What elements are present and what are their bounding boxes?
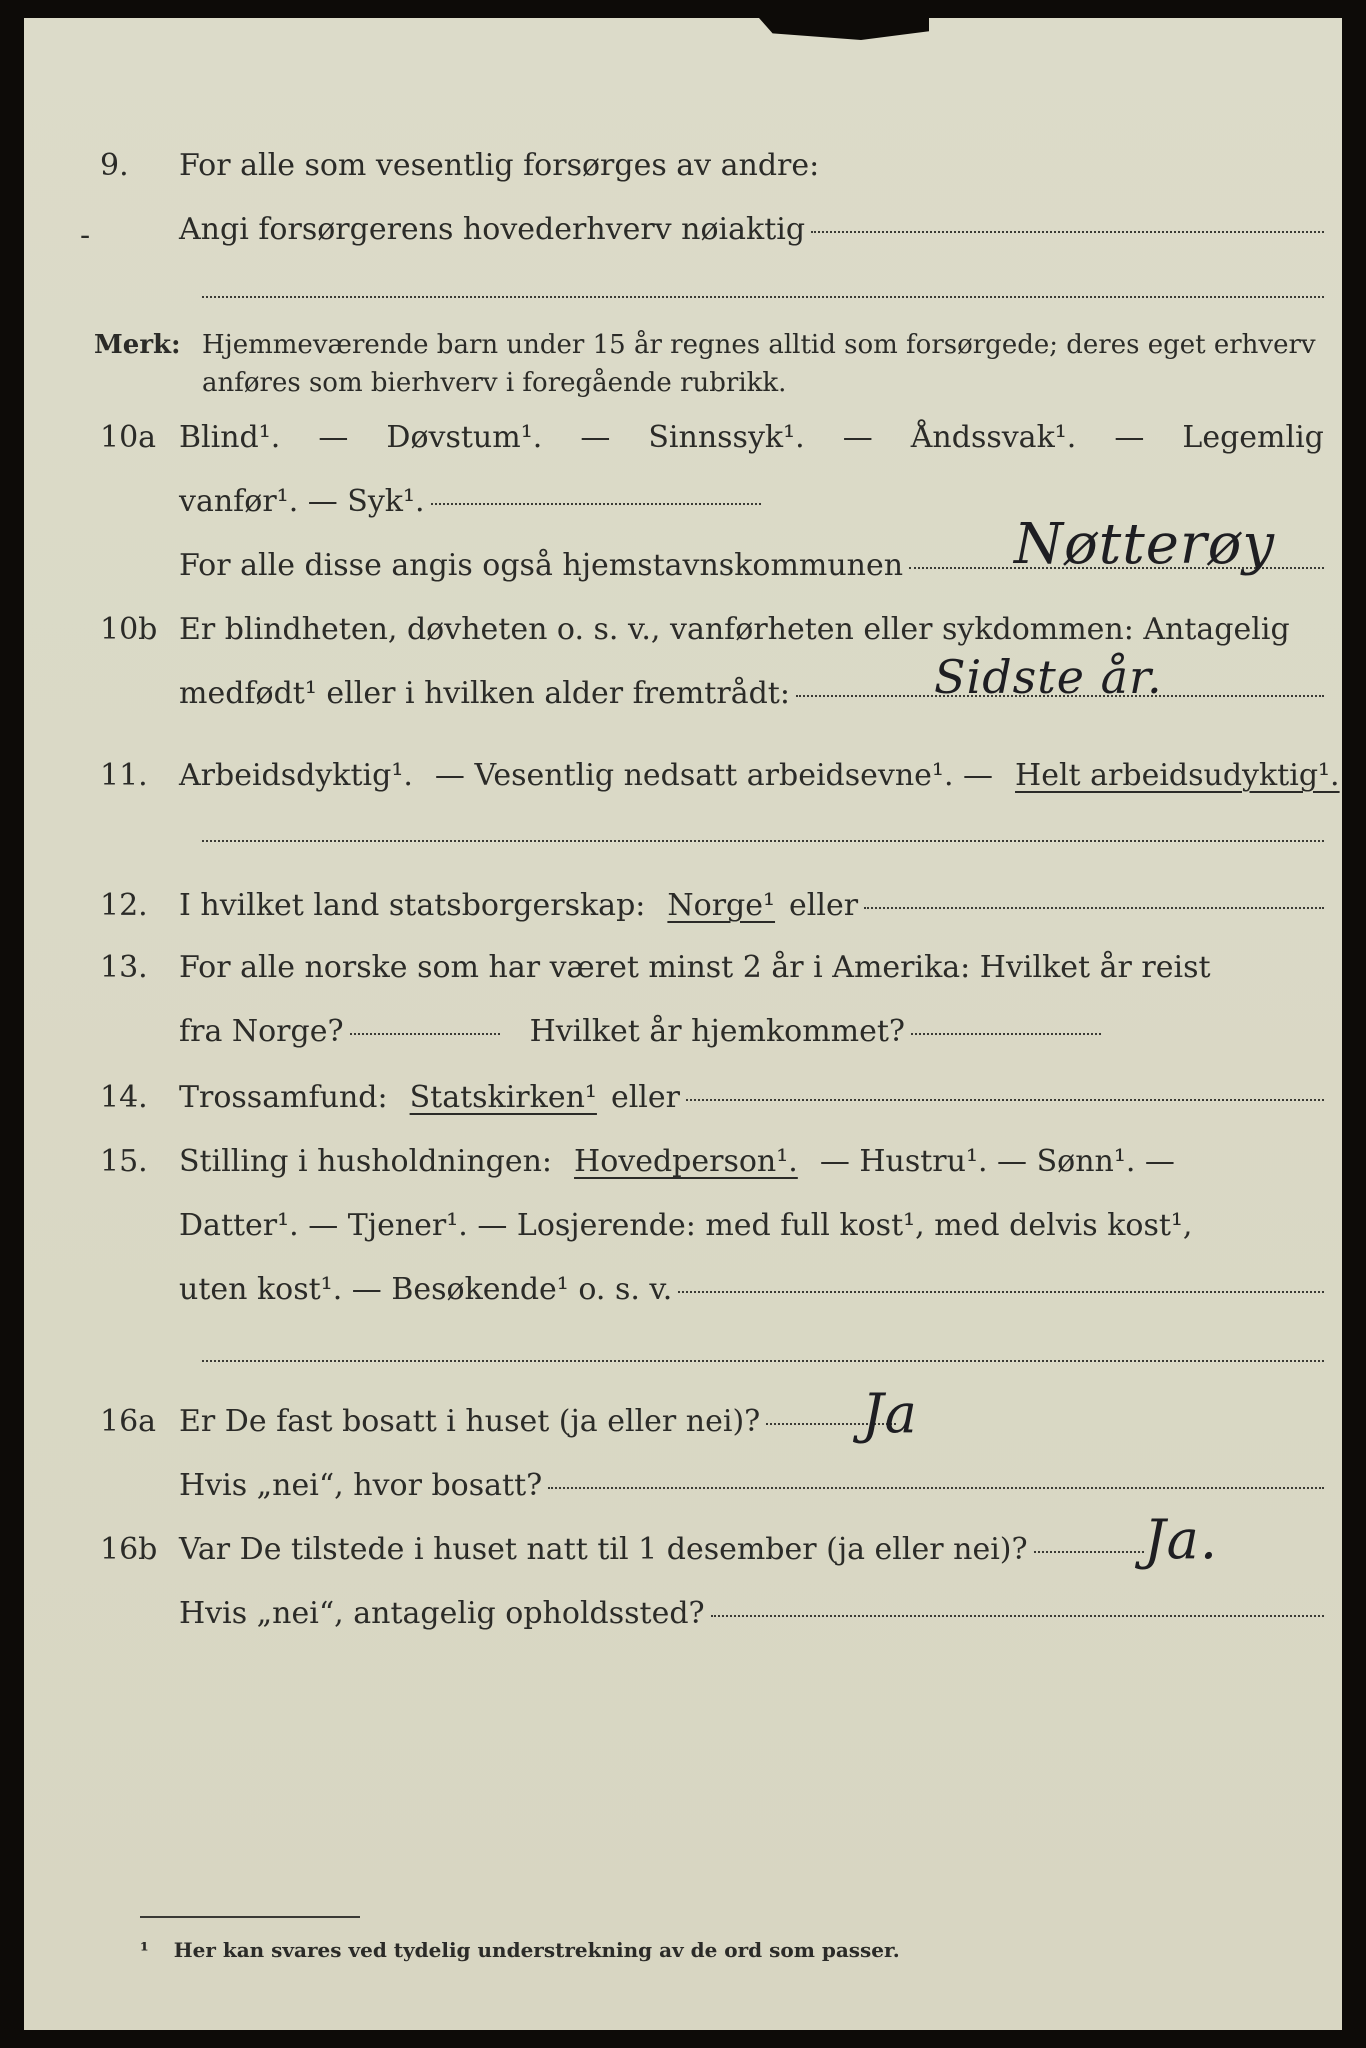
answer-line-blank[interactable] (202, 1360, 1324, 1362)
question-number: 11. (100, 758, 148, 793)
answer-line-hjemkommet[interactable] (911, 1032, 1101, 1035)
handwritten-answer-alder: Sidste år. (934, 650, 1163, 704)
question-16a-line-1 (24, 1400, 1342, 1444)
option-andssvak[interactable]: Åndssvak¹. (910, 420, 1077, 455)
question-text: For alle disse angis også hjemstavnskommunen (179, 548, 904, 583)
census-form-page (24, 18, 1342, 2030)
question-15-line-3 (24, 1268, 1342, 1312)
question-15-line-1 (24, 1140, 1342, 1184)
question-number: 16b (100, 1532, 158, 1567)
separator: — (580, 420, 611, 455)
separator: — (1114, 420, 1145, 455)
answer-line-blank[interactable] (202, 840, 1324, 842)
option-norge-selected[interactable]: Norge¹ (667, 888, 776, 923)
question-number: 10b (100, 612, 158, 647)
question-10a-line-1 (24, 416, 1342, 460)
handwritten-answer-hjemstavn: Nøtterøy (1014, 512, 1275, 577)
question-text: vanfør¹. — Syk¹. (179, 484, 425, 519)
answer-line-stilling[interactable] (678, 1290, 1324, 1293)
question-text: Er blindheten, døvheten o. s. v., vanførheten eller sykdommen: Antagelig (179, 612, 1290, 647)
footnote-divider (140, 1916, 360, 1918)
margin-mark: - (80, 218, 91, 253)
question-text: medfødt¹ eller i hvilken alder fremtrådt: (179, 676, 790, 711)
option-list[interactable]: uten kost¹. — Besøkende¹ o. s. v. (179, 1272, 673, 1307)
option-nedsatt[interactable]: — Vesentlig nedsatt arbeidsevne¹. — (434, 758, 994, 793)
separator: — (842, 420, 873, 455)
question-16a-line-2 (24, 1464, 1342, 1508)
question-number: 9. (100, 148, 129, 183)
question-9-line-2 (24, 208, 1342, 252)
question-text: Stilling i husholdningen: (179, 1144, 553, 1179)
question-text: Er De fast bosatt i huset (ja eller nei)? (179, 1404, 761, 1439)
question-number: 12. (100, 888, 148, 923)
option-arbeidsudyktig-selected[interactable]: Helt arbeidsudyktig¹. (1015, 758, 1340, 793)
answer-line-opholdssted[interactable] (711, 1614, 1324, 1617)
question-text: Var De tilstede i huset natt til 1 desember (ja eller nei)? (179, 1532, 1028, 1567)
footnote (140, 1938, 900, 1962)
question-number: 10a (100, 420, 157, 455)
question-10b-line-1 (24, 608, 1342, 652)
answer-line-occupation[interactable] (811, 230, 1324, 233)
answer-line-blank[interactable] (202, 296, 1324, 298)
question-14-line (24, 1076, 1342, 1120)
question-text: For alle norske som har været minst 2 år i Amerika: Hvilket år reist (179, 950, 1211, 985)
option-arbeidsdyktig[interactable]: Arbeidsdyktig¹. (179, 758, 413, 793)
question-text: Hvis „nei“, antagelig opholdssted? (179, 1596, 705, 1631)
option-dovstum[interactable]: Døvstum¹. (386, 420, 543, 455)
option-statskirken-selected[interactable]: Statskirken¹ (409, 1080, 597, 1115)
footnote-text: Her kan svares ved tydelig understrekning av de ord som passer. (173, 1938, 900, 1962)
question-text: Trossamfund: (179, 1080, 388, 1115)
handwritten-answer-bosatt: Ja (862, 1382, 918, 1445)
torn-edge (759, 18, 929, 40)
separator: — (318, 420, 349, 455)
question-11-line (24, 754, 1342, 798)
question-text: eller (610, 1080, 680, 1115)
question-text: eller (789, 888, 859, 923)
option-list[interactable]: Datter¹. — Tjener¹. — Losjerende: med full kost¹, med delvis kost¹, (179, 1208, 1193, 1243)
question-text: Angi forsørgerens hovederhverv nøiaktig (179, 212, 806, 247)
question-9-line-1 (24, 144, 1342, 188)
option-sinnssyk[interactable]: Sinnssyk¹. (648, 420, 805, 455)
question-text: fra Norge? (179, 1014, 344, 1049)
question-text: Hvilket år hjemkommet? (529, 1014, 906, 1049)
question-16b-line-2 (24, 1592, 1342, 1636)
option-hovedperson-selected[interactable]: Hovedperson¹. (574, 1144, 798, 1179)
answer-line-hvor-bosatt[interactable] (548, 1486, 1324, 1489)
answer-line-reist[interactable] (350, 1032, 500, 1035)
question-12-line (24, 884, 1342, 928)
handwritten-answer-tilstede: Ja. (1144, 1508, 1219, 1571)
note-line: Hjemmeværende barn under 15 år regnes alltid som forsørgede; deres eget erhverv (202, 330, 1316, 360)
note-label: Merk: (94, 330, 181, 360)
answer-line-statsborgerskap[interactable] (864, 906, 1324, 909)
note-line: anføres som bierhverv i foregående rubrikk. (202, 368, 787, 398)
question-13-line-2 (24, 1010, 1342, 1054)
option-legemlig[interactable]: Legemlig (1182, 420, 1324, 455)
question-number: 15. (100, 1144, 148, 1179)
answer-line-tilstede[interactable] (1034, 1550, 1144, 1553)
question-number: 13. (100, 950, 148, 985)
option-blind[interactable]: Blind¹. (179, 420, 281, 455)
question-text: Hvis „nei“, hvor bosatt? (179, 1468, 543, 1503)
answer-line-trossamfund[interactable] (686, 1098, 1324, 1101)
question-text: For alle som vesentlig forsørges av andre: (179, 148, 820, 183)
question-number: 16a (100, 1404, 157, 1439)
question-15-line-2 (24, 1204, 1342, 1248)
footnote-mark: ¹ (140, 1938, 149, 1962)
question-number: 14. (100, 1080, 148, 1115)
option-list[interactable]: — Hustru¹. — Sønn¹. — (819, 1144, 1175, 1179)
answer-line[interactable] (431, 502, 761, 505)
question-text: I hvilket land statsborgerskap: (179, 888, 646, 923)
question-13-line-1 (24, 946, 1342, 990)
